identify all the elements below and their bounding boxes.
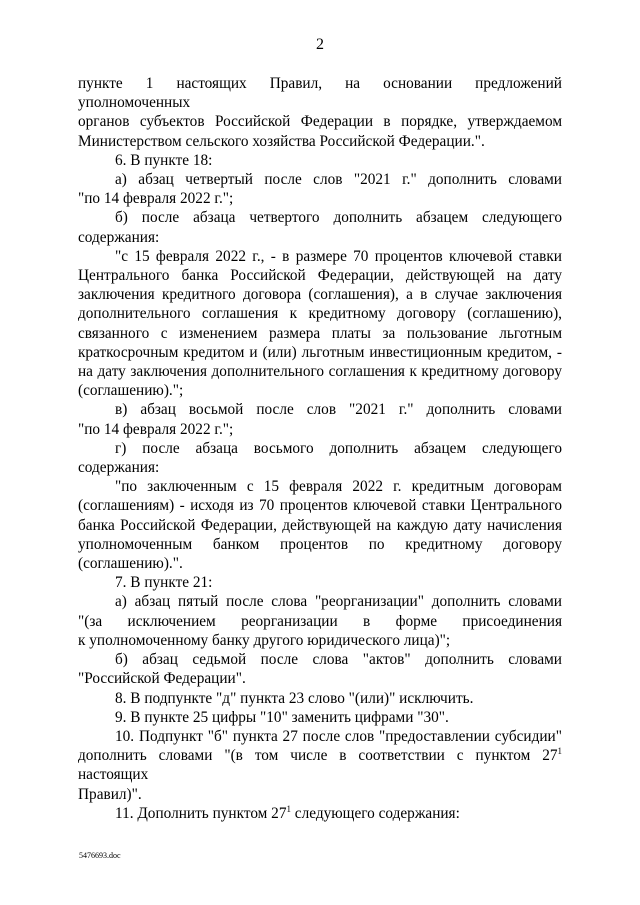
paragraph [78,650,562,688]
paragraph [78,400,562,438]
text-segment: следующего содержания: [290,804,460,822]
paragraph [78,592,562,650]
text-line [78,804,562,823]
text-line: "с 15 февраля 2022 г., - в размере 70 процентов ключевой ставки [115,247,562,265]
text-line [78,746,562,784]
text-segment: дополнить словами "(в том числе в соответствии с пунктом 27 [78,747,558,765]
text-line: Центрального банка Российской Федерации, действующей на дату [78,267,562,285]
text-line: "(за исключением реорганизации в форме присоединения [78,612,562,630]
text-line: краткосрочным кредитом и (или) льготным инвестиционным кредитом, - [78,343,562,361]
text-segment: 11. Дополнить пунктом 27 [115,804,287,822]
text-line: 9. В пункте 25 цифры "10" заменить цифрами "30". [115,708,449,726]
text-line: б) абзац седьмой после слова "актов" дополнить словами [115,651,562,669]
text-line: содержания: [78,228,160,246]
superscript: 1 [286,803,291,814]
paragraph [78,74,562,151]
text-line: 8. В подпункте "д" пункта 23 слово "(или)" исключить. [115,689,474,707]
file-name-footer: 5476693.doc [79,851,121,860]
text-line: "по 14 февраля 2022 г."; [78,420,234,438]
text-line: банка Российской Федерации, действующей на каждую дату начисления [78,516,562,534]
text-line: 6. В пункте 18: [115,151,213,169]
quoted-paragraph [78,477,562,573]
text-line: содержания: [78,459,160,477]
quoted-paragraph [78,247,562,401]
text-line: а) абзац четвертый после слов "2021 г." дополнить словами [115,171,562,189]
text-line: (соглашениям) - исходя из 70 процентов ключевой ставки Центрального [78,497,562,515]
text-line: пункте 1 настоящих Правил, на основании предложений уполномоченных [78,75,562,112]
text-line: г) после абзаца восьмого дополнить абзацем следующего [115,439,562,457]
paragraph [78,727,562,804]
text-line: связанного с изменением размера платы за пользование льготным [78,324,562,342]
text-line: а) абзац пятый после слова "реорганизации" дополнить словами [115,593,562,611]
text-line: на дату заключения дополнительного соглашения к кредитному договору [78,363,562,381]
text-line: в) абзац восьмой после слов "2021 г." дополнить словами [115,401,562,419]
text-line: 7. В пункте 21: [115,574,213,592]
document-body [78,74,562,823]
paragraph [78,439,562,477]
text-line: к уполномоченному банку другого юридического лица)"; [78,631,451,649]
superscript: 1 [557,746,562,757]
text-segment: настоящих [78,766,149,784]
text-line: Министерством сельского хозяйства Российской Федерации.". [78,132,485,150]
text-line: "по 14 февраля 2022 г."; [78,190,234,208]
text-line: дополнительного соглашения к кредитному договору (соглашению), [78,305,562,323]
page-number: 2 [316,36,324,53]
text-line: Правил)". [78,785,142,803]
text-line: б) после абзаца четвертого дополнить абзацем следующего [115,209,562,227]
text-line: (соглашению)."; [78,382,184,400]
text-line: уполномоченным банком процентов по кредитному договору [78,535,562,553]
text-line: 10. Подпункт "б" пункта 27 после слов "предоставлении субсидии" [115,727,562,745]
text-line: органов субъектов Российской Федерации в порядке, утверждаемом [78,113,562,131]
text-line: "Российской Федерации". [78,670,246,688]
text-line: (соглашению).". [78,555,183,573]
text-line: "по заключенным с 15 февраля 2022 г. кредитным договорам [115,478,562,496]
paragraph [78,170,562,208]
paragraph [78,208,562,246]
text-line: заключения кредитного договора (соглашения), а в случае заключения [78,286,562,304]
